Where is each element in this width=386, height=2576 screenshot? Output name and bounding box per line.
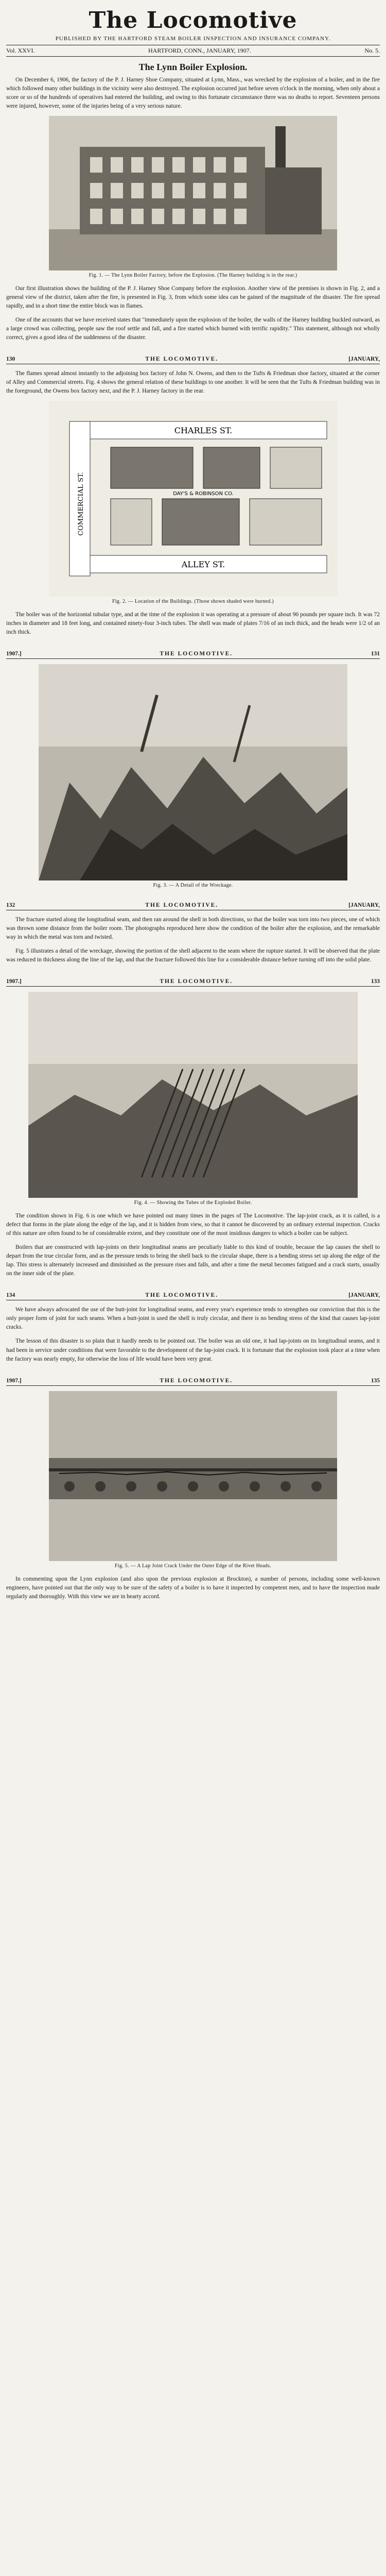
figure-lap-joint-crack-photo	[6, 1391, 380, 1569]
paragraph: Boilers that are constructed with lap-joints on their longitudinal seams are peculiarly liable to this kind of trouble, because the lap causes the shell to depart from the true circular form, and as the pressure tends to bring the shell back to the circular shape, there is a bending stress set up along the edge of the lap. This stress is alternately increased and diminished as the pressure rises and falls, and after a time the metal becomes fatigued and a crack starts, usually on the inner side of the plate.	[6, 1244, 380, 1277]
paragraph: The flames spread almost instantly to the adjoining box factory of John N. Owens, and then to the Tufts & Friedman shoe factory, situated at the corner of Alley and Commercial streets. Fig. 4 shows the general relation of these buildings to one another. It will be seen that the Tufts & Friedman building was in the foreground, the Owens box factory next, and the P. J. Harney factory in the rear.	[6, 370, 380, 395]
wreckage-image	[39, 664, 347, 880]
month-label: [JANUARY,	[348, 1292, 380, 1299]
volume-line	[6, 45, 380, 57]
page-number: 1907.]	[6, 978, 22, 985]
page-number: 1907.]	[6, 651, 22, 657]
bottom-spacer	[6, 1606, 380, 1616]
masthead-subtitle: PUBLISHED BY THE HARTFORD STEAM BOILER INSPECTION AND INSURANCE COMPANY.	[55, 36, 331, 42]
boiler-tubes-image	[28, 992, 358, 1198]
figure-caption: Fig. 4. — Showing the Tubes of the Exploded Boiler.	[134, 1200, 252, 1206]
paragraph: One of the accounts that we have received states that "immediately upon the explosion of the boiler, the walls of the Harney building buckled outward, as a large crowd was collecting, people saw the roof settle and fall, and a fire started which burned with terrific rapidity." This statement, although not wholly correct, gives a good idea of the suddenness of the disaster.	[6, 317, 380, 341]
journal-name: THE LOCOMOTIVE.	[160, 978, 233, 985]
journal-name: THE LOCOMOTIVE.	[160, 651, 233, 657]
street-label-top: CHARLES ST.	[174, 426, 233, 436]
paragraph: Our first illustration shows the building of the P. J. Harney Shoe Company before the explosion. Another view of the premises is shown in Fig. 2, and a general view of the district, taken after the fire, is presented in Fig. 3, from which some idea can be gained of the magnitude of the disaster. The fire spread rapidly, and in a short time the entire block was in flames.	[6, 285, 380, 310]
figure-caption: Fig. 3. — A Detail of the Wreckage.	[153, 883, 233, 889]
figure-caption: Fig. 1. — The Lynn Boiler Factory, before the Explosion. (The Harney building is in the rear.)	[89, 273, 297, 279]
paragraph: We have always advocated the use of the butt-joint for longitudinal seams, and every year's experience tends to strengthen our conviction that this is the only proper form of joint for such seams. When a butt-joint is used the shell is truly circular, and there is no bending stress of the kind that causes lap-joint cracks.	[6, 1307, 380, 1331]
running-header	[6, 1376, 380, 1386]
paragraph: The lesson of this disaster is so plain that it hardly needs to be pointed out. The boiler was an old one, it had lap-joints on its longitudinal seams, and it had been in service under conditions that were favorable to the development of the lap-joint crack. It is fortunate that the explosion took place at a time when the factory was nearly empty, for otherwise the loss of life would have been very great.	[6, 1338, 380, 1362]
street-label-left: COMMERCIAL ST.	[77, 472, 85, 536]
paragraph: On December 6, 1906, the factory of the P. J. Harney Shoe Company, situated at Lynn, Mass., was wrecked by the explosion of a boiler, and in the fire which followed many other buildings in the vicinity were also destroyed. The explosion occurred just before seven o'clock in the morning, when only about a score or so of the hundreds of operatives had entered the building, and owing to this fortunate circumstance there was no deaths to report. Seventeen persons were injured, however, some of the injuries being of a very serious nature.	[6, 77, 380, 110]
journal-name: THE LOCOMOTIVE.	[160, 1377, 233, 1384]
figure-wreckage-photo	[6, 664, 380, 888]
lap-joint-crack-image	[49, 1391, 337, 1561]
page-container	[0, 7, 386, 1616]
month-label: [JANUARY,	[348, 356, 380, 363]
paragraph: The fracture started along the longitudinal seam, and then ran around the shell in both directions, so that the boiler was torn into two pieces, one of which was thrown some distance from the boiler room. The photographs reproduced here show the condition of the boiler after the explosion, and the remarkable way in which the metal was torn and twisted.	[6, 917, 380, 941]
figure-factory-photo	[6, 116, 380, 278]
journal-name: THE LOCOMOTIVE.	[145, 902, 219, 909]
page-number: 134	[6, 1292, 15, 1299]
location-map	[49, 401, 337, 597]
running-header	[6, 354, 380, 364]
street-label-bottom: ALLEY ST.	[181, 560, 225, 570]
page-number: 132	[6, 902, 15, 909]
page-number: 130	[6, 356, 15, 363]
volume: Vol. XXVI.	[6, 47, 35, 54]
figure-boiler-tubes-photo	[6, 992, 380, 1206]
article-headline: The Lynn Boiler Explosion.	[138, 62, 248, 72]
running-header	[6, 977, 380, 987]
figure-caption: Fig. 5. — A Lap Joint Crack Under the Outer Edge of the Rivet Heads.	[115, 1563, 271, 1569]
journal-name: THE LOCOMOTIVE.	[145, 356, 219, 363]
month-label: 131	[371, 651, 380, 657]
paragraph: The boiler was of the horizontal tubular type, and at the time of the explosion it was operating at a pressure of about 90 pounds per square inch. It was 72 inches in diameter and 18 feet long, and contained ninety-four 3-inch tubes. The shell was made of plates 7/16 of an inch thick, and the heads were 1/2 of an inch thick.	[6, 612, 380, 636]
paragraph: The condition shown in Fig. 6 is one which we have pointed out many times in the pages of The Locomotive. The lap-joint crack, as it is called, is a defect that forms in the plate along the edge of the lap, and it is hidden from view, so that it cannot be discovered by an ordinary external inspection. Cracks of this nature are often found to be of considerable extent, and they constitute one of the most insidious dangers to which a boiler can be subject.	[6, 1213, 380, 1237]
journal-name: THE LOCOMOTIVE.	[145, 1292, 219, 1299]
page-number: 1907.]	[6, 1377, 22, 1384]
running-header	[6, 1291, 380, 1300]
figure-caption: Fig. 2. — Location of the Buildings. (Those shown shaded were burned.)	[112, 599, 274, 605]
running-header	[6, 649, 380, 659]
figure-location-map	[6, 401, 380, 604]
paragraph: In commenting upon the Lynn explosion (and also upon the previous explosion at Brockton), a number of persons, including some well-known engineers, have pointed out that the only way to be sure of the safety of a boiler is to have it inspected by competent men, and to have the inspection made regularly and thoroughly. With this view we are in hearty accord.	[6, 1575, 380, 1600]
month-label: 135	[371, 1377, 380, 1384]
paragraph: Fig. 5 illustrates a detail of the wreckage, showing the portion of the shell adjacent to the seam where the rupture started. It will be observed that the plate was reduced in thickness along the line of the lap, and that the fracture followed this line for a considerable distance before turning off into the solid plate.	[6, 948, 380, 963]
masthead-title: The Locomotive	[89, 7, 297, 33]
month-label: 133	[371, 978, 380, 985]
running-header	[6, 901, 380, 910]
issue-number: No. 5.	[364, 47, 380, 54]
place-date: HARTFORD, CONN., JANUARY, 1907.	[148, 47, 251, 54]
lane-label: DAY'S & ROBINSON CO.	[173, 491, 234, 497]
month-label: [JANUARY,	[348, 902, 380, 909]
factory-building-image	[49, 116, 337, 270]
